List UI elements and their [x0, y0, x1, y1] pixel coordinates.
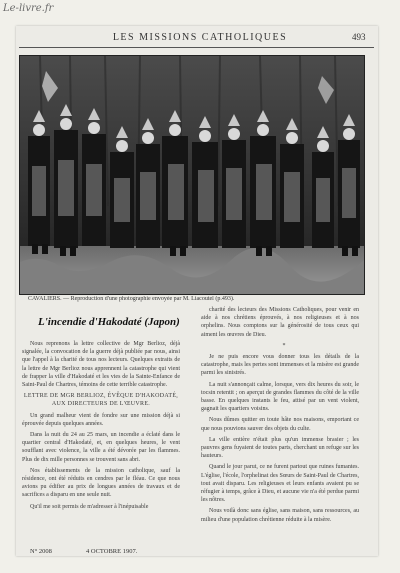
issue-number: N° 2008 — [30, 548, 52, 555]
section-heading: LETTRE DE MGR BERLIOZ, ÉVÊQUE D'HAKODATÉ, AUX DIRECTEURS DE L'ŒUVRE. — [23, 393, 179, 408]
article-title: L'incendie d'Hakodaté (Japon) — [38, 316, 180, 328]
body-paragraph: Nous voilà donc sans église, sans maison, sans ressources, au milieu d'une population chrétienne réduite à la misère. — [201, 508, 359, 523]
body-paragraph: Un grand malheur vient de fondre sur une mission déjà si éprouvée depuis quelques années. — [22, 412, 180, 427]
body-paragraph: Je ne puis encore vous donner tous les détails de la catastrophe, mais les pertes sont immenses et la misère est grande parmi les sinistrés. — [201, 354, 359, 377]
running-title: LES MISSIONS CATHOLIQUES — [112, 32, 288, 43]
site-logo: Le-livre.fr — [3, 3, 54, 14]
right-column — [201, 306, 359, 527]
body-paragraph: charité des lecteurs des Missions Catholiques, pour venir en aide à nos chrétiens éprouvés, à nos religieuses et à nos orphelins. Nous comptons sur la générosité de tous ceux qui aiment les œuvres de Dieu. — [201, 307, 359, 338]
body-paragraph: La ville entière n'était plus qu'un immense brasier ; les pauvres gens fuyaient de toutes parts, cherchant un refuge sur les hauteurs. — [201, 436, 359, 460]
body-paragraph: Dans la nuit du 24 au 25 mars, un incendie a éclaté dans le quartier central d'Hakodaté, et, en quelques heures, le vent soufflant avec violence, la ville a été dévorée par les flammes. Plus de dix mille personnes se trouvent sans abri. — [22, 432, 180, 463]
header-rule — [19, 47, 374, 48]
intro-paragraph: Nous reprenons la lettre collective de Mgr Berlioz, déjà signalée, la convocation de la guerre déjà publiée par nous, ainsi que l'appel à la charité de tous nos lecteurs. Quelques extraits de la lettre de Mgr Berlioz nous apprennent la catastrophe qui vient de frapper la ville d'Hakodaté et les vies de la Sainte-Enfance de Saint-Paul de Chartres, témoins de cette terrible catastrophe. — [22, 341, 180, 389]
photograph-illustration — [20, 56, 364, 294]
page-number: 493 — [352, 32, 366, 42]
photograph — [19, 55, 365, 295]
separator-star-icon: * — [282, 342, 286, 349]
photo-caption: CAVALIERS. — Reproduction d'une photographie envoyée par M. Liacoutel (p.493). — [28, 296, 235, 302]
body-paragraph: Quand le jour parut, ce ne furent partout que ruines fumantes. L'église, l'école, l'orphelinat des Sœurs de Saint-Paul de Chartres, tout avait disparu. Les religieuses et leurs enfants avaient pu se réfugier à temps, grâce à Dieu, et aucune vie n'a été perdue parmi les nôtres. — [201, 464, 359, 504]
body-paragraph: Qu'il me soit permis de m'adresser à l'inépuisable — [30, 503, 149, 510]
body-paragraph: La nuit s'annonçait calme, lorsque, vers dix heures du soir, le tocsin retentit ; on aperçut de grandes flammes du côté de la ville basse. En quelques instants le feu, attisé par un vent violent, gagnait les quartiers voisins. — [201, 381, 359, 413]
issue-date: 4 OCTOBRE 1907. — [86, 548, 138, 555]
body-paragraph: Nos établissements de la mission catholique, sauf la résidence, ont été réduits en cendres par le fléau. Ce que nous avions pu édifier au prix de longues années de travaux et de sacrifices a disparu en une seule nuit. — [22, 467, 180, 499]
left-column — [22, 340, 180, 514]
body-paragraph: Nous dûmes quitter en toute hâte nos maisons, emportant ce que nous pouvions sauver des objets du culte. — [201, 417, 359, 432]
